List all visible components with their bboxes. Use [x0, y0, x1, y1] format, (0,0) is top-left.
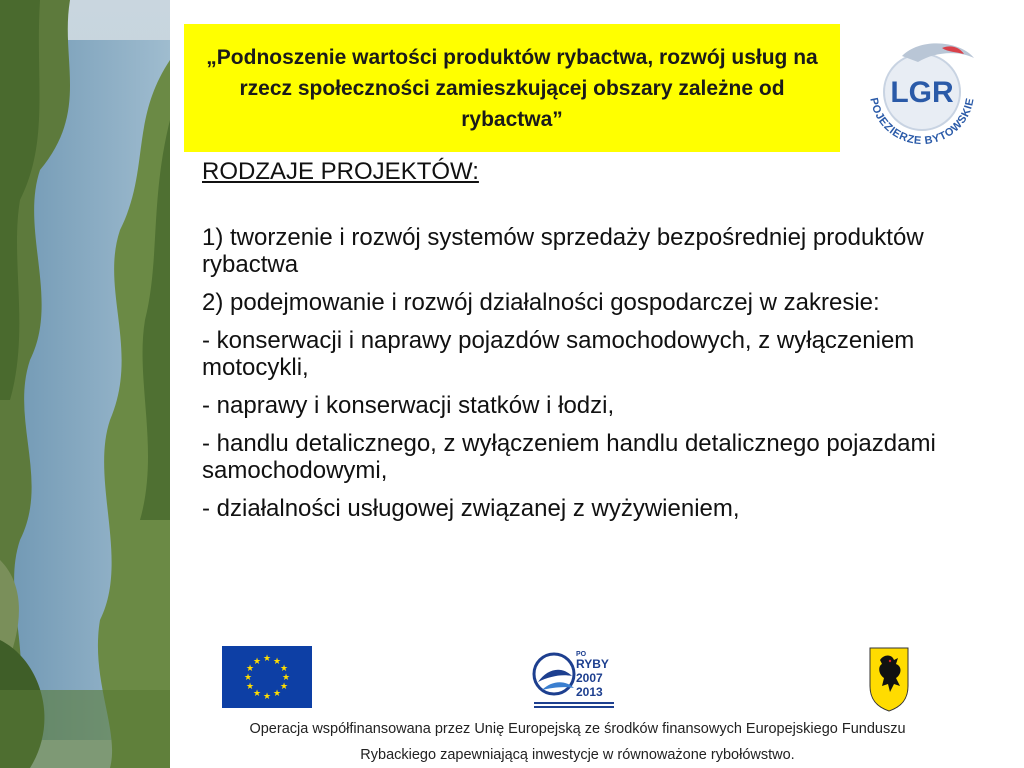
eu-flag-logo — [222, 646, 312, 708]
svg-text:★: ★ — [279, 664, 289, 674]
svg-text:★: ★ — [245, 682, 255, 692]
lgr-text: LGR — [890, 76, 954, 109]
title-box — [184, 24, 840, 152]
footer-line-2: Rybackiego zapewniającą inwestycje w równoważone rybołówstwo. — [360, 747, 795, 763]
coat-of-arms-logo — [868, 646, 910, 712]
list-item: 1) tworzenie i rozwój systemów sprzedaży bezpośredniej produktów rybactwa — [202, 224, 924, 278]
svg-text:★: ★ — [272, 657, 282, 667]
svg-text:★: ★ — [245, 664, 255, 674]
lake-photo-strip — [0, 0, 170, 768]
poryby-year1-text: 2007 — [576, 671, 603, 685]
list-item: - konserwacji i naprawy pojazdów samochodowych, z wyłączeniem motocykli, — [202, 327, 915, 381]
svg-text:★: ★ — [262, 654, 272, 664]
svg-text:★: ★ — [252, 657, 262, 667]
poryby-year2-text: 2013 — [576, 685, 603, 699]
lgr-ring-text: POJEZIERZE BYTOWSKIE — [867, 96, 977, 148]
list-item: - naprawy i konserwacji statków i łodzi, — [202, 392, 615, 419]
section-heading: RODZAJE PROJEKTÓW: — [202, 158, 479, 185]
svg-text:★: ★ — [279, 682, 289, 692]
list-item: - działalności usługowej związanej z wyżywieniem, — [202, 495, 740, 522]
lgr-logo — [852, 30, 992, 150]
svg-text:★: ★ — [252, 689, 262, 699]
svg-text:★: ★ — [281, 673, 291, 683]
svg-text:★: ★ — [243, 673, 253, 683]
footer-line-1: Operacja współfinansowana przez Unię Europejską ze środków finansowych Europejskiego Funduszu — [249, 721, 906, 737]
poryby-po-text: PO — [576, 651, 587, 658]
footer-text — [190, 716, 965, 768]
list-item: 2) podejmowanie i rozwój działalności gospodarczej w zakresie: — [202, 289, 880, 316]
poryby-name-text: RYBY — [576, 657, 609, 671]
slide-title: „Podnoszenie wartości produktów rybactwa, rozwój usług na rzecz społeczności zamieszkującej obszary zależne od rybactwa” — [206, 45, 818, 131]
svg-text:★: ★ — [262, 692, 272, 702]
svg-text:★: ★ — [272, 689, 282, 699]
list-item: - handlu detalicznego, z wyłączeniem handlu detalicznego pojazdami samochodowymi, — [202, 430, 936, 484]
po-ryby-logo — [532, 646, 616, 712]
content-area — [202, 156, 1002, 533]
